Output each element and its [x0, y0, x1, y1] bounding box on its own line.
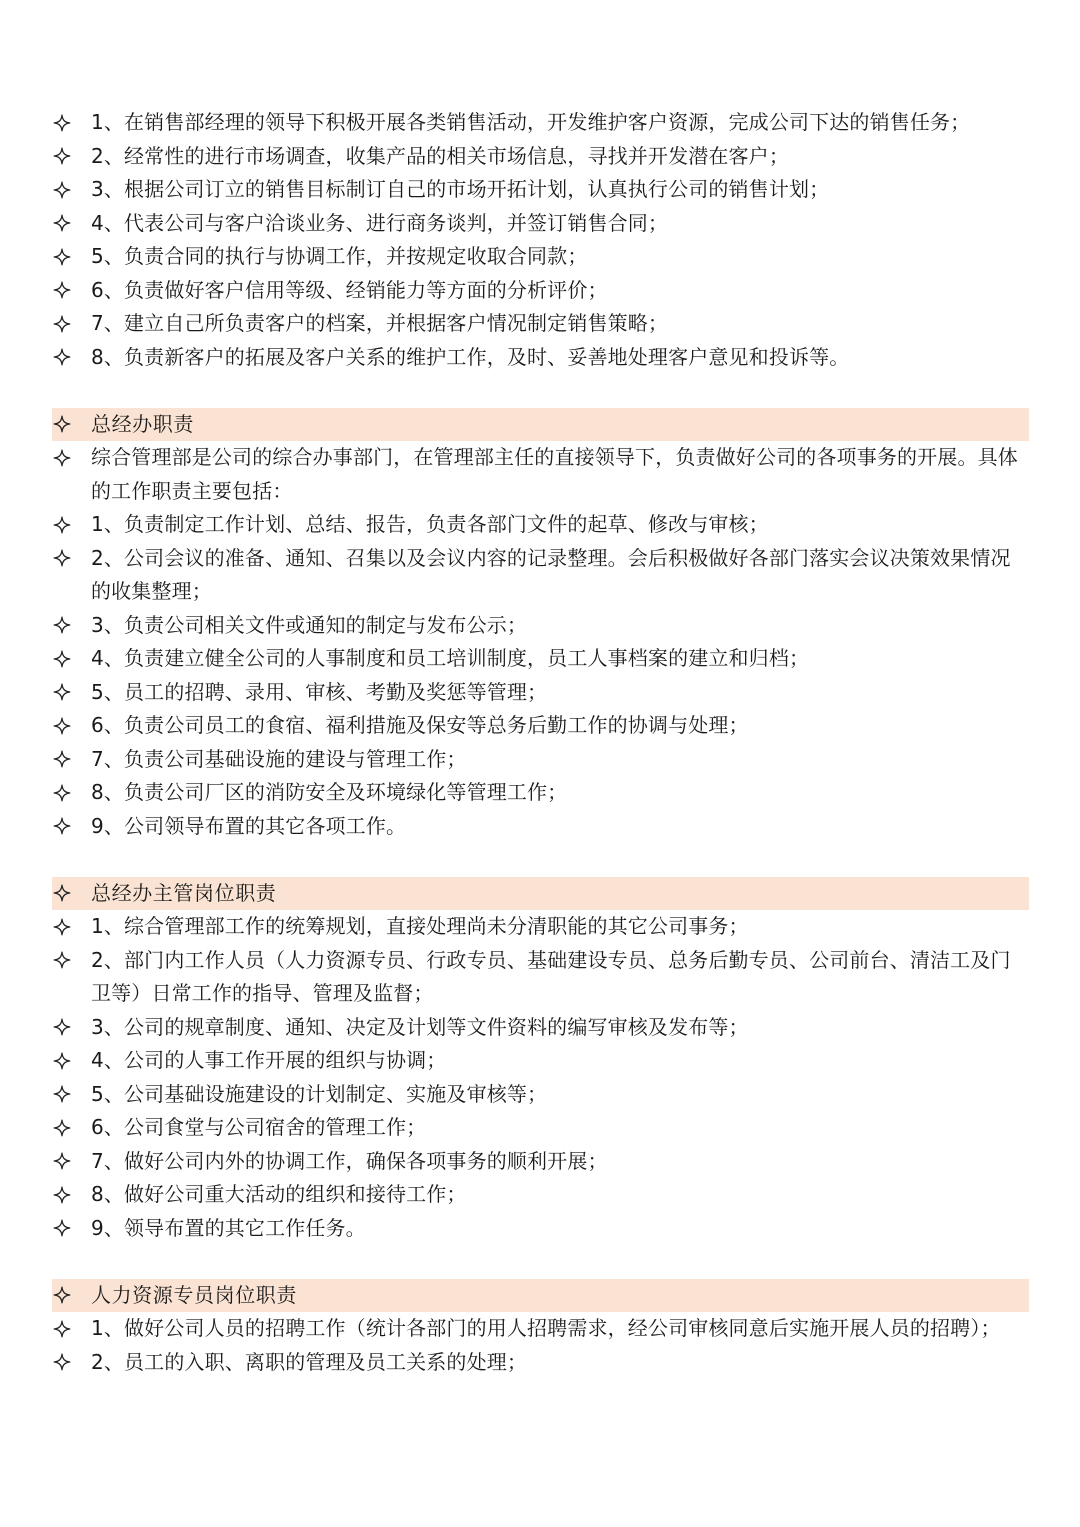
sales-duties-list [52, 106, 1029, 374]
list-item: 5、员工的招聘、录用、审核、考勤及奖惩等管理； [52, 676, 1029, 710]
star-bullet-icon [52, 1346, 91, 1380]
list-item: 4、公司的人事工作开展的组织与协调； [52, 1044, 1029, 1078]
hr-specialist-section [52, 1279, 1029, 1380]
list-item: 5、负责合同的执行与协调工作，并按规定收取合同款； [52, 240, 1029, 274]
star-bullet-icon [52, 341, 91, 375]
document-page [52, 106, 1029, 1379]
list-item: 4、负责建立健全公司的人事制度和员工培训制度，员工人事档案的建立和归档； [52, 642, 1029, 676]
star-bullet-icon [52, 1011, 91, 1045]
list-item: 6、负责做好客户信用等级、经销能力等方面的分析评价； [52, 274, 1029, 308]
list-item: 2、经常性的进行市场调查，收集产品的相关市场信息，寻找并开发潜在客户； [52, 140, 1029, 174]
list-item: 8、负责公司厂区的消防安全及环境绿化等管理工作； [52, 776, 1029, 810]
list-item: 1、在销售部经理的领导下积极开展各类销售活动，开发维护客户资源，完成公司下达的销售任务； [52, 106, 1029, 140]
list-item: 2、部门内工作人员（人力资源专员、行政专员、基础建设专员、总务后勤专员、公司前台、清洁工及门卫等）日常工作的指导、管理及监督； [52, 944, 1029, 1011]
list-item: 7、建立自己所负责客户的档案，并根据客户情况制定销售策略； [52, 307, 1029, 341]
list-item: 1、综合管理部工作的统筹规划，直接处理尚未分清职能的其它公司事务； [52, 910, 1029, 944]
list-item: 2、公司会议的准备、通知、召集以及会议内容的记录整理。会后积极做好各部门落实会议决策效果情况的收集整理； [52, 542, 1029, 609]
star-bullet-icon [52, 274, 91, 308]
gm-office-section [52, 408, 1029, 844]
section-spacer [52, 1245, 1029, 1279]
star-bullet-icon [52, 1212, 91, 1246]
list-item: 6、公司食堂与公司宿舍的管理工作； [52, 1111, 1029, 1145]
star-bullet-icon [52, 1044, 91, 1078]
star-bullet-icon [52, 944, 91, 978]
list-item: 1、做好公司人员的招聘工作（统计各部门的用人招聘需求，经公司审核同意后实施开展人员的招聘）； [52, 1312, 1029, 1346]
star-bullet-icon [52, 207, 91, 241]
list-item: 9、公司领导布置的其它各项工作。 [52, 810, 1029, 844]
star-bullet-icon [52, 1145, 91, 1179]
star-bullet-icon [52, 240, 91, 274]
list-item: 9、领导布置的其它工作任务。 [52, 1212, 1029, 1246]
star-bullet-icon [52, 709, 91, 743]
star-bullet-icon [52, 910, 91, 944]
section-heading: 总经办主管岗位职责 [52, 877, 1029, 911]
section-heading: 人力资源专员岗位职责 [52, 1279, 1029, 1313]
star-bullet-icon [52, 776, 91, 810]
list-item: 3、负责公司相关文件或通知的制定与发布公示； [52, 609, 1029, 643]
star-bullet-icon [52, 1312, 91, 1346]
list-item: 4、代表公司与客户洽谈业务、进行商务谈判，并签订销售合同； [52, 207, 1029, 241]
star-bullet-icon [52, 408, 91, 442]
star-bullet-icon [52, 508, 91, 542]
list-item: 8、做好公司重大活动的组织和接待工作； [52, 1178, 1029, 1212]
list-item: 7、负责公司基础设施的建设与管理工作； [52, 743, 1029, 777]
star-bullet-icon [52, 106, 91, 140]
section-intro: 综合管理部是公司的综合办事部门，在管理部主任的直接领导下，负责做好公司的各项事务的开展。具体的工作职责主要包括： [52, 441, 1029, 508]
list-item: 1、负责制定工作计划、总结、报告，负责各部门文件的起草、修改与审核； [52, 508, 1029, 542]
star-bullet-icon [52, 877, 91, 911]
section-heading: 总经办职责 [52, 408, 1029, 442]
star-bullet-icon [52, 1178, 91, 1212]
list-item: 8、负责新客户的拓展及客户关系的维护工作，及时、妥善地处理客户意见和投诉等。 [52, 341, 1029, 375]
star-bullet-icon [52, 441, 91, 475]
list-item: 6、负责公司员工的食宿、福利措施及保安等总务后勤工作的协调与处理； [52, 709, 1029, 743]
star-bullet-icon [52, 307, 91, 341]
list-item: 2、员工的入职、离职的管理及员工关系的处理； [52, 1346, 1029, 1380]
star-bullet-icon [52, 1078, 91, 1112]
star-bullet-icon [52, 542, 91, 576]
list-item: 7、做好公司内外的协调工作，确保各项事务的顺利开展； [52, 1145, 1029, 1179]
star-bullet-icon [52, 140, 91, 174]
star-bullet-icon [52, 1279, 91, 1313]
list-item: 3、根据公司订立的销售目标制订自己的市场开拓计划，认真执行公司的销售计划； [52, 173, 1029, 207]
star-bullet-icon [52, 1111, 91, 1145]
star-bullet-icon [52, 173, 91, 207]
section-spacer [52, 843, 1029, 877]
list-item: 5、公司基础设施建设的计划制定、实施及审核等； [52, 1078, 1029, 1112]
gm-supervisor-section [52, 877, 1029, 1246]
section-spacer [52, 374, 1029, 408]
star-bullet-icon [52, 642, 91, 676]
star-bullet-icon [52, 676, 91, 710]
star-bullet-icon [52, 609, 91, 643]
star-bullet-icon [52, 743, 91, 777]
star-bullet-icon [52, 810, 91, 844]
list-item: 3、公司的规章制度、通知、决定及计划等文件资料的编写审核及发布等； [52, 1011, 1029, 1045]
